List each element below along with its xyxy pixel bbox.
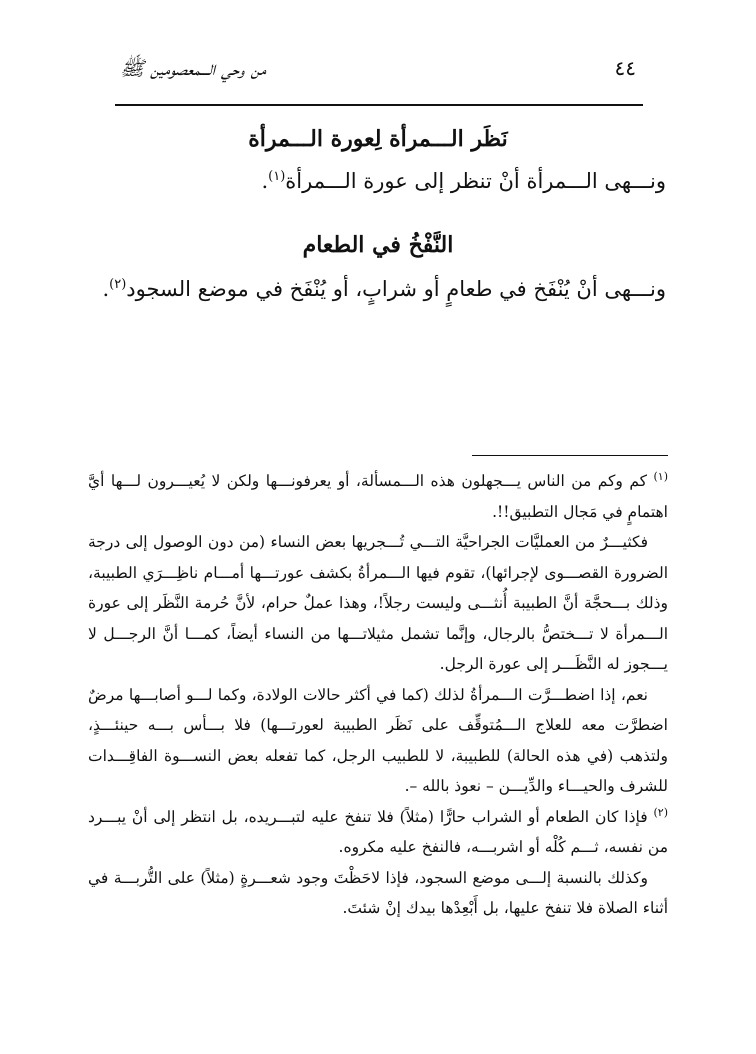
section-1-text: ونـــهى الـــمرأة أنْ تنظر إلى عورة الـــمرأة [285,169,666,193]
section-2-end: . [102,277,110,301]
section-1-body [90,164,666,198]
section-1-end: . [261,169,269,193]
header-rule [115,104,643,106]
footnotes [88,466,668,924]
running-header [120,52,636,92]
running-title: من وحي الـــمعصومين ﷺ [120,56,266,80]
footnote-1-marker: (١) [653,469,668,483]
footnote-2-text: فإذا كان الطعام أو الشراب حارًّا (مثلاً) فلا تنفخ عليه لتبـــريده، بل انتظر إلى أنْ يبـــرد من نفسه، ثـــم كُلْه أو اشربـــه، فالنفخ عليه مكروه. [88,807,668,856]
section-2-text: ونـــهى أنْ يُنْفَخ في طعامٍ أو شرابٍ، أو يُنْفَخ في موضع السجود [126,277,666,301]
footnote-2-marker: (٢) [653,805,668,819]
section-2-note-marker[interactable]: (٢) [109,277,127,292]
footnote-2-paragraph [88,802,668,863]
section-2-title: النَّفْخُ في الطعام [302,232,454,258]
footnote-1-paragraph [88,466,668,527]
section-1-note-marker[interactable]: (١) [268,169,286,184]
page-number: ٤٤ [614,56,636,80]
section-1-title: نَظَر الـــمرأة لِعورة الـــمرأة [248,126,508,152]
footnote-2-paragraph: وكذلك بالنسبة إلـــى موضع السجود، فإذا لاحَظْتَ وجود شعـــرةٍ (مثلاً) على التُّربـــة في أثناء الصلاة فلا تنفخ عليها، بل أَبْعِدْها بيدك إنْ شئتَ. [88,868,668,917]
footnote-1-paragraph: نعم، إذا اضطـــرَّت الـــمرأةُ لذلك (كما في أكثر حالات الولادة، وكما لـــو أصابـــها مرضٌ اضطرَّت معه للعلاج الـــمُتوقِّف على نَظَر الطبيبة لعورتـــها) فلا بـــأس بـــه حينئـــذٍ، ولتذهب (في هذه الحالة) للطبيبة، لا للطبيب الرجل، كما تفعله بعض النســـوة الفاقِـــدات للشرف والحيـــاء والدِّيـــن – نعوذ بالله –. [88,685,668,795]
footnote-rule [472,455,668,456]
footnote-1-text: كم وكم من الناس يـــجهلون هذه الـــمسألة، أو يعرفونـــها ولكن لا يُعيـــرون لـــها أيَّ اهتمامٍ في مَجال التطبيق!!. [88,472,668,521]
section-2-body [90,272,666,306]
footnote-1-paragraph: فكثيـــرٌ من العمليَّات الجراحيَّة التـــي تُـــجريها بعض النساء (من دون الوصول إلى درجة الضرورة القصـــوى لإجرائها)، تقوم فيها الـــمرأةُ بكشف عورتـــها أمـــام ناظِـــرَي الطبيبة، وذلك بـــحجَّة أنَّ الطبيبة أُنثـــى وليست رجلاً!، وهذا عملٌ حرام، لأنَّ حُرمة النَّظَر إلى عورة الـــمرأة لا تـــختصُّ بالرجال، وإنَّما تشمل مثيلاتـــها من النساء أيضاً، كمـــا أنَّ الرجـــل لا يـــجوز له النَّظَـــر إلى عورة الرجل. [88,533,668,673]
